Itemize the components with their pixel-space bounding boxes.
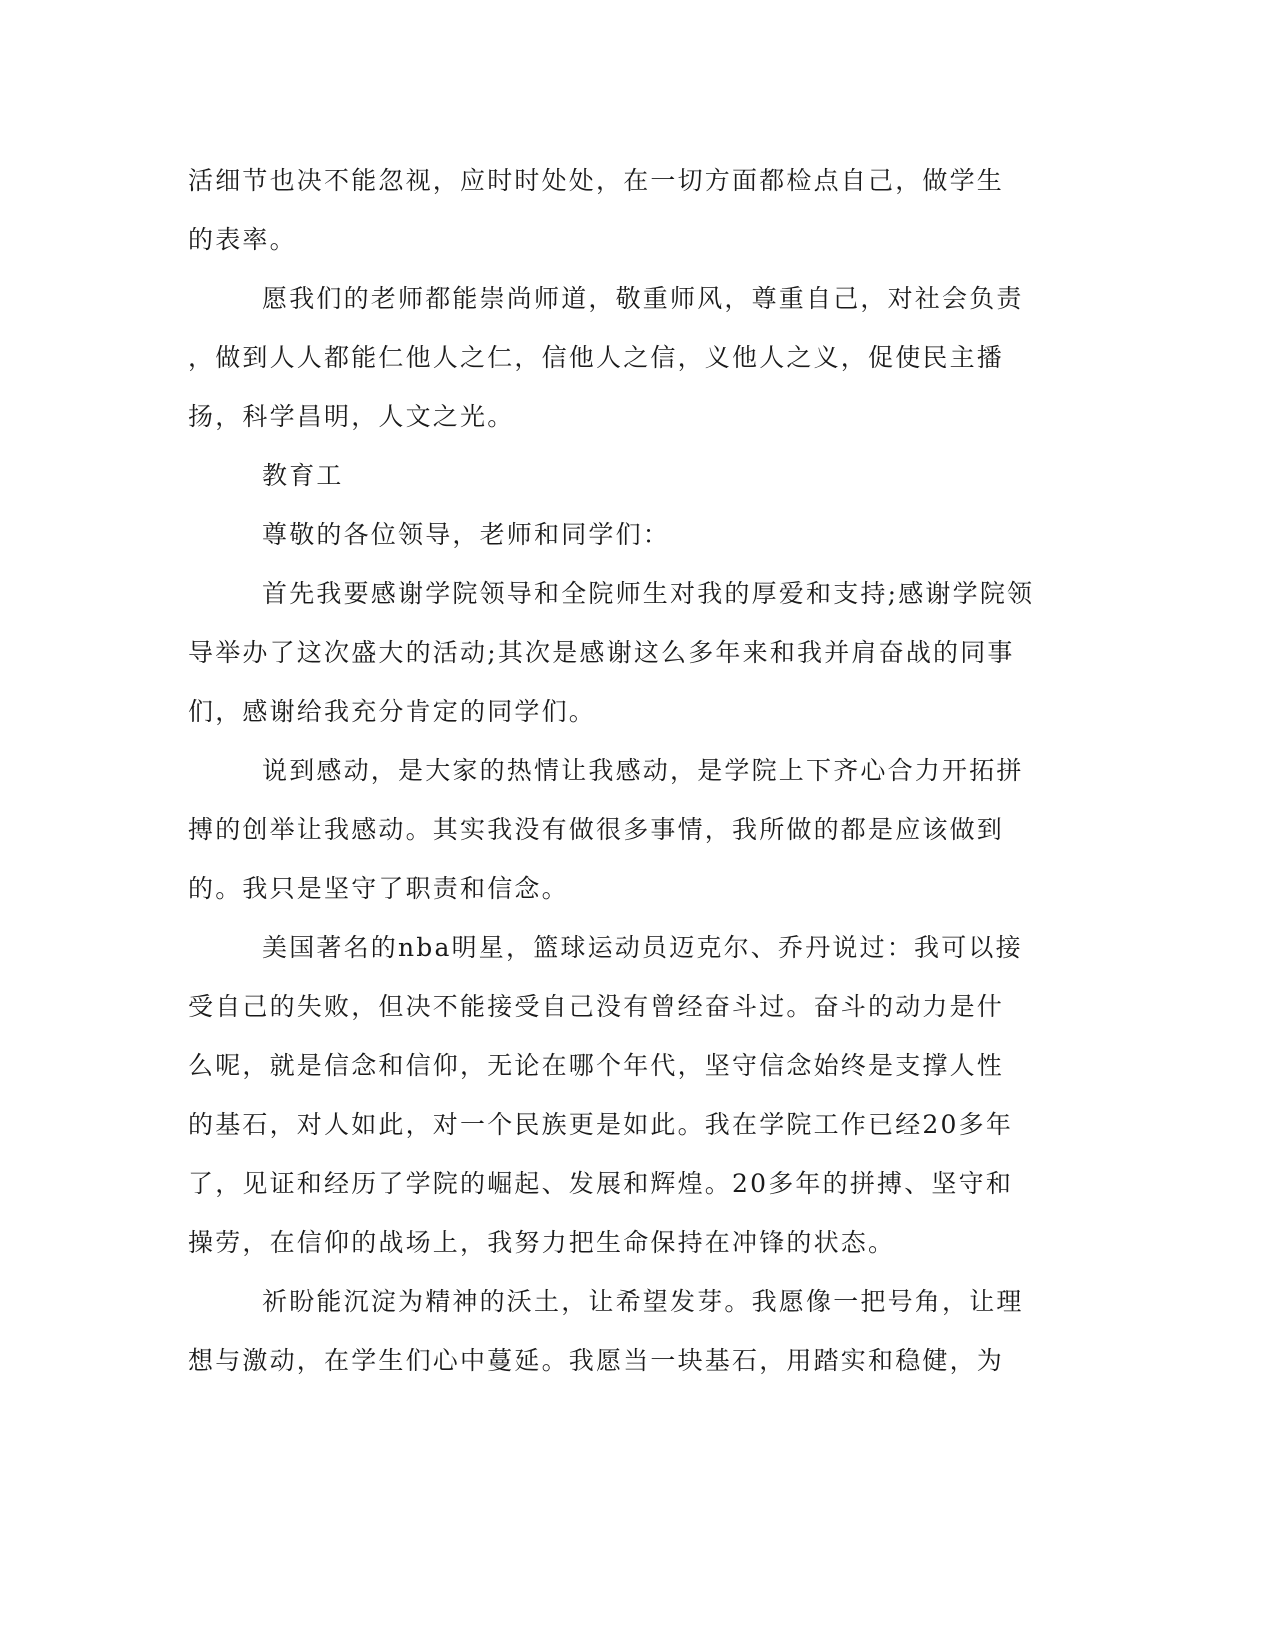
text-line: 导举办了这次盛大的活动;其次是感谢这么多年来和我并肩奋战的同事 [188, 638, 1015, 667]
text-line: 搏的创举让我感动。其实我没有做很多事情，我所做的都是应该做到 [188, 815, 1005, 844]
section-heading: 教育工 [262, 461, 344, 490]
paragraph-start: 祈盼能沉淀为精神的沃土，让希望发芽。我愿像一把号角，让理 [262, 1287, 1024, 1316]
paragraph-start: 说到感动，是大家的热情让我感动，是学院上下齐心合力开拓拼 [262, 756, 1024, 785]
text-line: 活细节也决不能忽视，应时时处处，在一切方面都检点自己，做学生 [188, 166, 1005, 195]
text-line: 受自己的失败，但决不能接受自己没有曾经奋斗过。奋斗的动力是什 [188, 992, 1005, 1021]
text-line: 想与激动，在学生们心中蔓延。我愿当一块基石，用踏实和稳健，为 [188, 1346, 1005, 1375]
text-line: ，做到人人都能仁他人之仁，信他人之信，义他人之义，促使民主播 [188, 343, 1005, 372]
paragraph-start: 首先我要感谢学院领导和全院师生对我的厚爱和支持;感谢学院领 [262, 579, 1035, 608]
text-line: 的表率。 [188, 225, 297, 254]
text-line: 的基石，对人如此，对一个民族更是如此。我在学院工作已经20多年 [188, 1110, 1014, 1139]
text-line: 扬，科学昌明，人文之光。 [188, 402, 515, 431]
paragraph-start: 愿我们的老师都能崇尚师道，敬重师风，尊重自己，对社会负责 [262, 284, 1024, 313]
text-line: 们，感谢给我充分肯定的同学们。 [188, 697, 597, 726]
salutation: 尊敬的各位领导，老师和同学们： [262, 520, 671, 549]
text-line: 么呢，就是信念和信仰，无论在哪个年代，坚守信念始终是支撑人性 [188, 1051, 1005, 1080]
text-line: 了，见证和经历了学院的崛起、发展和辉煌。20多年的拼搏、坚守和 [188, 1169, 1014, 1198]
text-line: 操劳，在信仰的战场上，我努力把生命保持在冲锋的状态。 [188, 1228, 896, 1257]
paragraph-start: 美国著名的nba明星，篮球运动员迈克尔、乔丹说过：我可以接 [262, 933, 1023, 962]
text-line: 的。我只是坚守了职责和信念。 [188, 874, 569, 903]
